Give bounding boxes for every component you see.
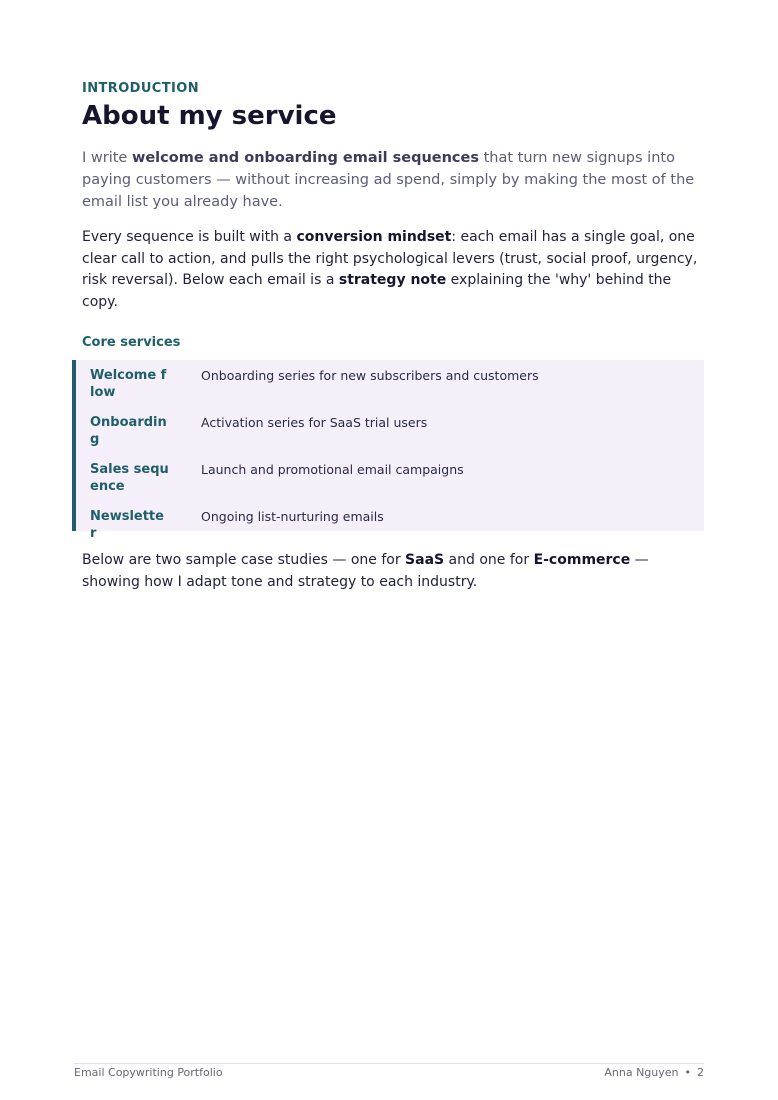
intro-lead-paragraph: [82, 147, 704, 213]
footer-divider: [74, 1063, 704, 1064]
core-services-heading: Core services: [82, 335, 181, 350]
case-text-mid: and one for: [444, 552, 534, 568]
case-text-post: — showing how I adapt tone and strategy to each industry.: [82, 552, 649, 590]
method-text-bold-2: strategy note: [338, 272, 447, 288]
footer-document-title: Email Copywriting Portfolio: [74, 1066, 223, 1079]
case-studies-intro-paragraph: [82, 550, 704, 593]
service-name: Sales sequence: [90, 462, 169, 494]
service-name: Newsletter: [90, 509, 164, 541]
service-description: Onboarding series for new subscribers and customers: [201, 368, 539, 383]
method-text-pre: Every sequence is built with a: [82, 229, 297, 245]
service-description: Activation series for SaaS trial users: [201, 415, 428, 430]
lead-text-pre: I write: [82, 150, 132, 166]
case-text-bold-2: E-commerce: [533, 552, 631, 568]
method-text-mid: : each email has a single goal, one clear call to action, and pulls the right psychological levers (trust, social proof, urgency, risk reversal). Below each email is a: [82, 229, 698, 288]
service-description: Launch and promotional email campaigns: [201, 462, 464, 477]
method-paragraph: [82, 227, 704, 313]
service-name: Onboarding: [90, 415, 167, 447]
core-services-table: [72, 360, 704, 541]
footer-separator: •: [684, 1066, 691, 1079]
service-name: Welcome flow: [90, 368, 167, 400]
case-text-pre: Below are two sample case studies — one for: [82, 552, 406, 568]
page-title: About my service: [82, 101, 337, 131]
service-description: Ongoing list-nurturing emails: [201, 509, 384, 524]
footer-author-page: [604, 1066, 704, 1079]
footer-author: Anna Nguyen: [604, 1066, 679, 1079]
method-text-bold-1: conversion mindset: [296, 229, 452, 245]
case-text-bold-1: SaaS: [405, 552, 445, 568]
lead-text-post: that turn new signups into paying customers — without increasing ad spend, simply by making the most of the email list you already have.: [82, 150, 695, 210]
page-number: 2: [697, 1066, 704, 1079]
lead-text-bold: welcome and onboarding email sequences: [131, 150, 479, 166]
method-text-post: explaining the 'why' behind the copy.: [82, 272, 672, 310]
section-eyebrow: INTRODUCTION: [82, 81, 199, 96]
